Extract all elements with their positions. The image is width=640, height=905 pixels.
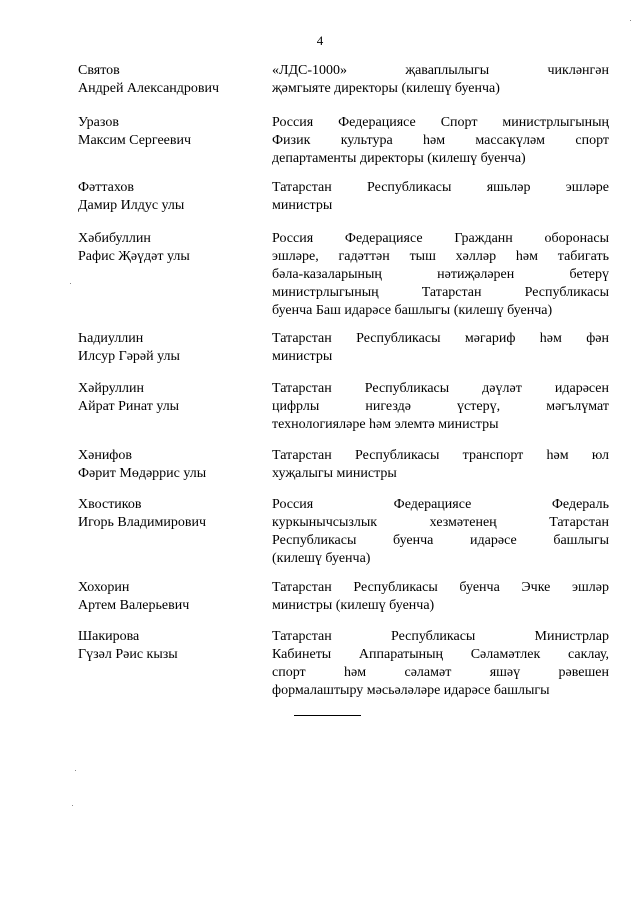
position-line: эшләре, гадәттән тыш хәлләр һәм табигать (272, 249, 609, 264)
member-position (272, 496, 609, 568)
member-name (78, 628, 258, 664)
member-surname: Хәнифов (78, 448, 132, 463)
member-given-names: Игорь Владимирович (78, 515, 207, 530)
member-name (78, 179, 258, 215)
position-line: Татарстан Республикасы дәүләт идарәсен (272, 381, 609, 396)
member-name (78, 579, 258, 615)
member-surname: Фәттахов (78, 180, 134, 195)
position-line: бәла-казаларының нәтиҗәләрен бетерү (272, 267, 609, 282)
member-position (272, 62, 609, 98)
member-given-names: Рафис Җәүдәт улы (78, 249, 190, 264)
member-name (78, 330, 258, 366)
position-line: министры (килешү буенча) (272, 598, 435, 613)
member-given-names: Артем Валерьевич (78, 598, 190, 613)
position-line: Россия Федерациясе Гражданн оборонасы (272, 231, 609, 246)
member-given-names: Айрат Ринат улы (78, 399, 180, 414)
member-surname: Хәйруллин (78, 381, 144, 396)
position-line: Татарстан Республикасы Министрлар (272, 629, 609, 644)
member-name (78, 62, 258, 98)
member-name (78, 447, 258, 483)
position-line: буенча Баш идарәсе башлыгы (килешү буенча) (272, 303, 553, 318)
scan-speck (70, 283, 71, 284)
position-line: Физик культура һәм массакүләм спорт (272, 133, 609, 148)
scan-speck (630, 20, 631, 21)
member-surname: Һадиуллин (78, 331, 144, 346)
position-line: Татарстан Республикасы мәгариф һәм фән (272, 331, 609, 346)
member-name (78, 496, 258, 532)
member-name (78, 380, 258, 416)
member-surname: Шакирова (78, 629, 140, 644)
position-line: Татарстан Республикасы транспорт һәм юл (272, 448, 609, 463)
position-line: министрлыгының Татарстан Республикасы (272, 285, 609, 300)
member-given-names: Дамир Илдус улы (78, 198, 185, 213)
position-line: технологияләре һәм элемтә министры (272, 417, 499, 432)
member-position (272, 230, 609, 320)
member-position (272, 179, 609, 215)
member-name (78, 230, 258, 266)
member-given-names: Фәрит Мөдәррис улы (78, 466, 207, 481)
position-line: куркынычсызлык хезмәтенең Татарстан (272, 515, 609, 530)
position-line: җәмгыяте директоры (килешү буенча) (272, 81, 500, 96)
position-line: министры (272, 349, 333, 364)
position-line: Татарстан Республикасы буенча Эчке эшләр (272, 580, 609, 595)
member-given-names: Максим Сергеевич (78, 133, 192, 148)
member-given-names: Гүзәл Рәис кызы (78, 647, 178, 662)
member-surname: Хәбибуллин (78, 231, 151, 246)
position-line: (килешү буенча) (272, 551, 371, 566)
position-line: Кабинеты Аппаратының Сәламәтлек саклау, (272, 647, 609, 662)
position-line: Россия Федерациясе Федераль (272, 497, 609, 512)
member-position (272, 114, 609, 168)
scan-speck (75, 770, 76, 771)
scan-speck (72, 805, 73, 806)
member-position (272, 447, 609, 483)
position-line: Татарстан Республикасы яшьләр эшләре (272, 180, 609, 195)
page-number: 4 (316, 33, 324, 48)
position-line: «ЛДС-1000» җаваплылыгы чикләнгән (272, 63, 609, 78)
member-surname: Хохорин (78, 580, 130, 595)
member-surname: Хвостиков (78, 497, 142, 512)
position-line: формалаштыру мәсьәләләре идарәсе башлыгы (272, 683, 550, 698)
position-line: цифрлы нигездә үстерү, мәгълүмат (272, 399, 609, 414)
member-surname: Уразов (78, 115, 119, 130)
member-name (78, 114, 258, 150)
member-position (272, 380, 609, 434)
member-position (272, 628, 609, 700)
position-line: Россия Федерациясе Спорт министрлыгының (272, 115, 609, 130)
member-given-names: Илсур Гәрәй улы (78, 349, 180, 364)
position-line: спорт һәм сәламәт яшәү рәвешен (272, 665, 609, 680)
position-line: министры (272, 198, 333, 213)
closing-rule (294, 715, 361, 716)
position-line: Республикасы буенча идарәсе башлыгы (272, 533, 609, 548)
position-line: хуҗалыгы министры (272, 466, 397, 481)
member-given-names: Андрей Александрович (78, 81, 220, 96)
member-position (272, 330, 609, 366)
position-line: департаменты директоры (килешү буенча) (272, 151, 526, 166)
member-position (272, 579, 609, 615)
member-surname: Святов (78, 63, 120, 78)
